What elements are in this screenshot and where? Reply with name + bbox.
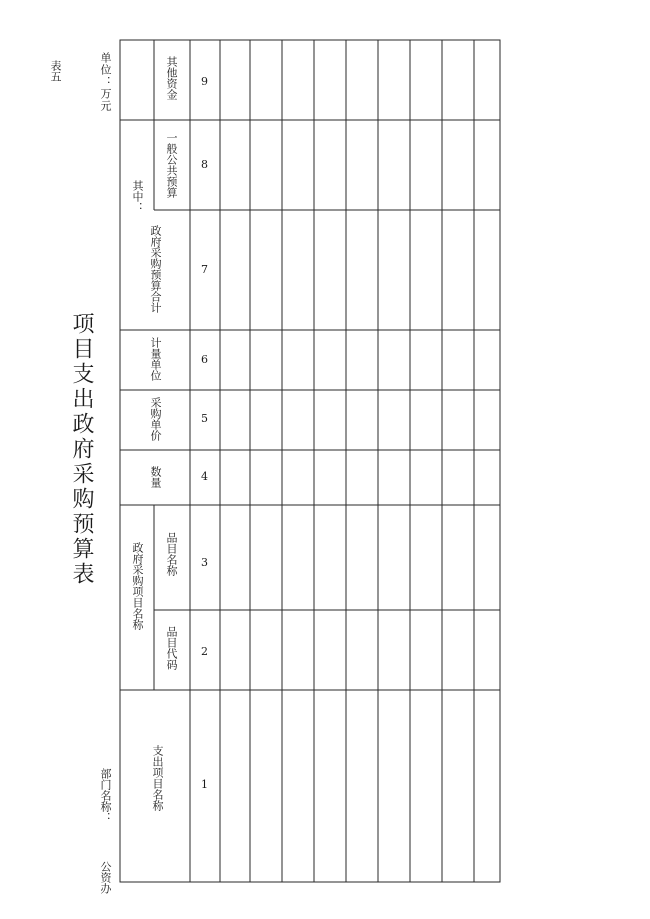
header-quantity: 数量	[149, 466, 162, 488]
header-procurement-item-name: 政府采购项目名称	[131, 542, 144, 630]
col-number-7: 7	[201, 263, 208, 276]
col-number-5: 5	[201, 412, 208, 425]
header-unit-price: 采购单价	[149, 397, 162, 441]
col-number-2: 2	[201, 645, 208, 658]
col-number-3: 3	[201, 556, 208, 569]
col-number-8: 8	[201, 158, 208, 171]
header-other-funds: 其他资金	[165, 56, 178, 100]
page-title: 项目支出政府采购预算表	[69, 312, 94, 587]
department-value: 公资办	[99, 860, 112, 894]
header-general-budget: 一般公共预算	[165, 132, 178, 198]
page-label: 表五	[49, 60, 62, 82]
col-number-6: 6	[201, 353, 208, 366]
header-item-name: 品目名称	[165, 532, 178, 576]
header-total: 政府采购预算合计	[149, 225, 162, 313]
unit-label: 单位：万元	[99, 52, 112, 112]
header-item-code: 品目代码	[165, 626, 178, 670]
col-number-9: 9	[201, 75, 208, 88]
department-label: 部门名称：	[99, 768, 112, 823]
header-project-name: 支出项目名称	[151, 745, 164, 811]
col-number-4: 4	[201, 470, 208, 483]
col-number-1: 1	[201, 778, 208, 791]
header-of-which: 其中：	[131, 180, 144, 213]
header-measure-unit: 计量单位	[149, 337, 162, 381]
